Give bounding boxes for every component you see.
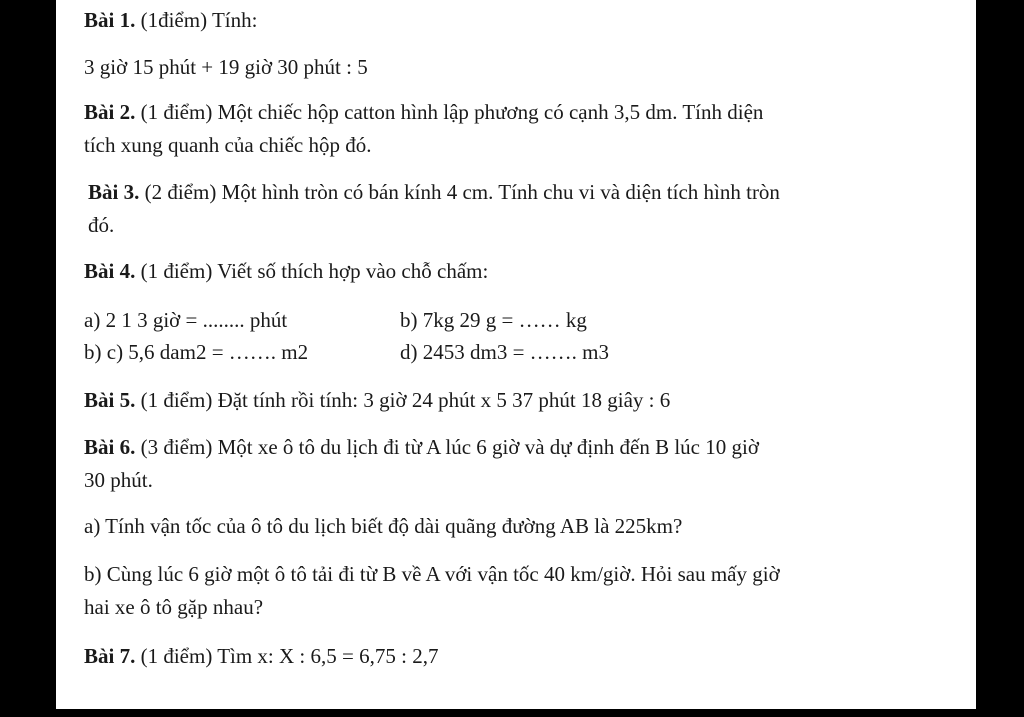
- problem-4-item-d: d) 2453 dm3 = ……. m3: [400, 340, 610, 364]
- problem-2: [84, 96, 964, 162]
- problem-4-item-c: b) c) 5,6 dam2 = ……. m2: [84, 340, 309, 364]
- problem-4-header: [84, 255, 488, 288]
- problem-6-part-b: [84, 558, 964, 624]
- problem-5-text: (1 điểm) Đặt tính rồi tính: 3 giờ 24 phút x 5 37 phút 18 giây : 6: [135, 388, 671, 412]
- problem-6-text-line1: (3 điểm) Một xe ô tô du lịch đi từ A lúc 6 giờ và dự định đến B lúc 10 giờ: [135, 435, 759, 459]
- problem-5-label: Bài 5.: [84, 388, 136, 412]
- problem-7-label: Bài 7.: [84, 644, 136, 668]
- problem-4-item-a: a) 2 1 3 giờ = ........ phút: [84, 308, 288, 332]
- problem-2-label: Bài 2.: [84, 100, 136, 124]
- problem-2-text-line1: (1 điểm) Một chiếc hộp catton hình lập phương có cạnh 3,5 dm. Tính diện: [135, 100, 764, 124]
- left-border: [0, 0, 56, 717]
- problem-3-text-line1: (2 điểm) Một hình tròn có bán kính 4 cm. Tính chu vi và diện tích hình tròn: [139, 180, 780, 204]
- problem-4-row-2: [84, 336, 964, 369]
- problem-3-text-line2: đó.: [88, 213, 115, 237]
- problem-6-part-b-line2: hai xe ô tô gặp nhau?: [84, 595, 264, 619]
- problem-1-label: Bài 1.: [84, 8, 136, 32]
- problem-4-label: Bài 4.: [84, 259, 136, 283]
- problem-1-header: [84, 4, 257, 37]
- worksheet-page: [56, 0, 976, 709]
- problem-1-expression: 3 giờ 15 phút + 19 giờ 30 phút : 5: [84, 55, 368, 79]
- problem-1-title: (1điểm) Tính:: [135, 8, 258, 32]
- problem-4-row-1: [84, 304, 964, 337]
- problem-4-text: (1 điểm) Viết số thích hợp vào chỗ chấm:: [135, 259, 489, 283]
- problem-6-text-line2: 30 phút.: [84, 468, 153, 492]
- problem-6-label: Bài 6.: [84, 435, 136, 459]
- problem-2-text-line2: tích xung quanh của chiếc hộp đó.: [84, 133, 372, 157]
- problem-6: [84, 431, 964, 497]
- problem-5: [84, 384, 670, 417]
- problem-6-part-b-line1: b) Cùng lúc 6 giờ một ô tô tải đi từ B về A với vận tốc 40 km/giờ. Hỏi sau mấy giờ: [84, 562, 780, 586]
- problem-7: [84, 640, 438, 673]
- bottom-border: [0, 709, 1024, 717]
- right-border: [976, 0, 1024, 717]
- problem-4-item-b: b) 7kg 29 g = …… kg: [400, 308, 587, 332]
- problem-3-label: Bài 3.: [88, 180, 140, 204]
- problem-3: [88, 176, 968, 242]
- problem-6-part-a: a) Tính vận tốc của ô tô du lịch biết độ dài quãng đường AB là 225km?: [84, 514, 683, 538]
- problem-7-text: (1 điểm) Tìm x: X : 6,5 = 6,75 : 2,7: [135, 644, 439, 668]
